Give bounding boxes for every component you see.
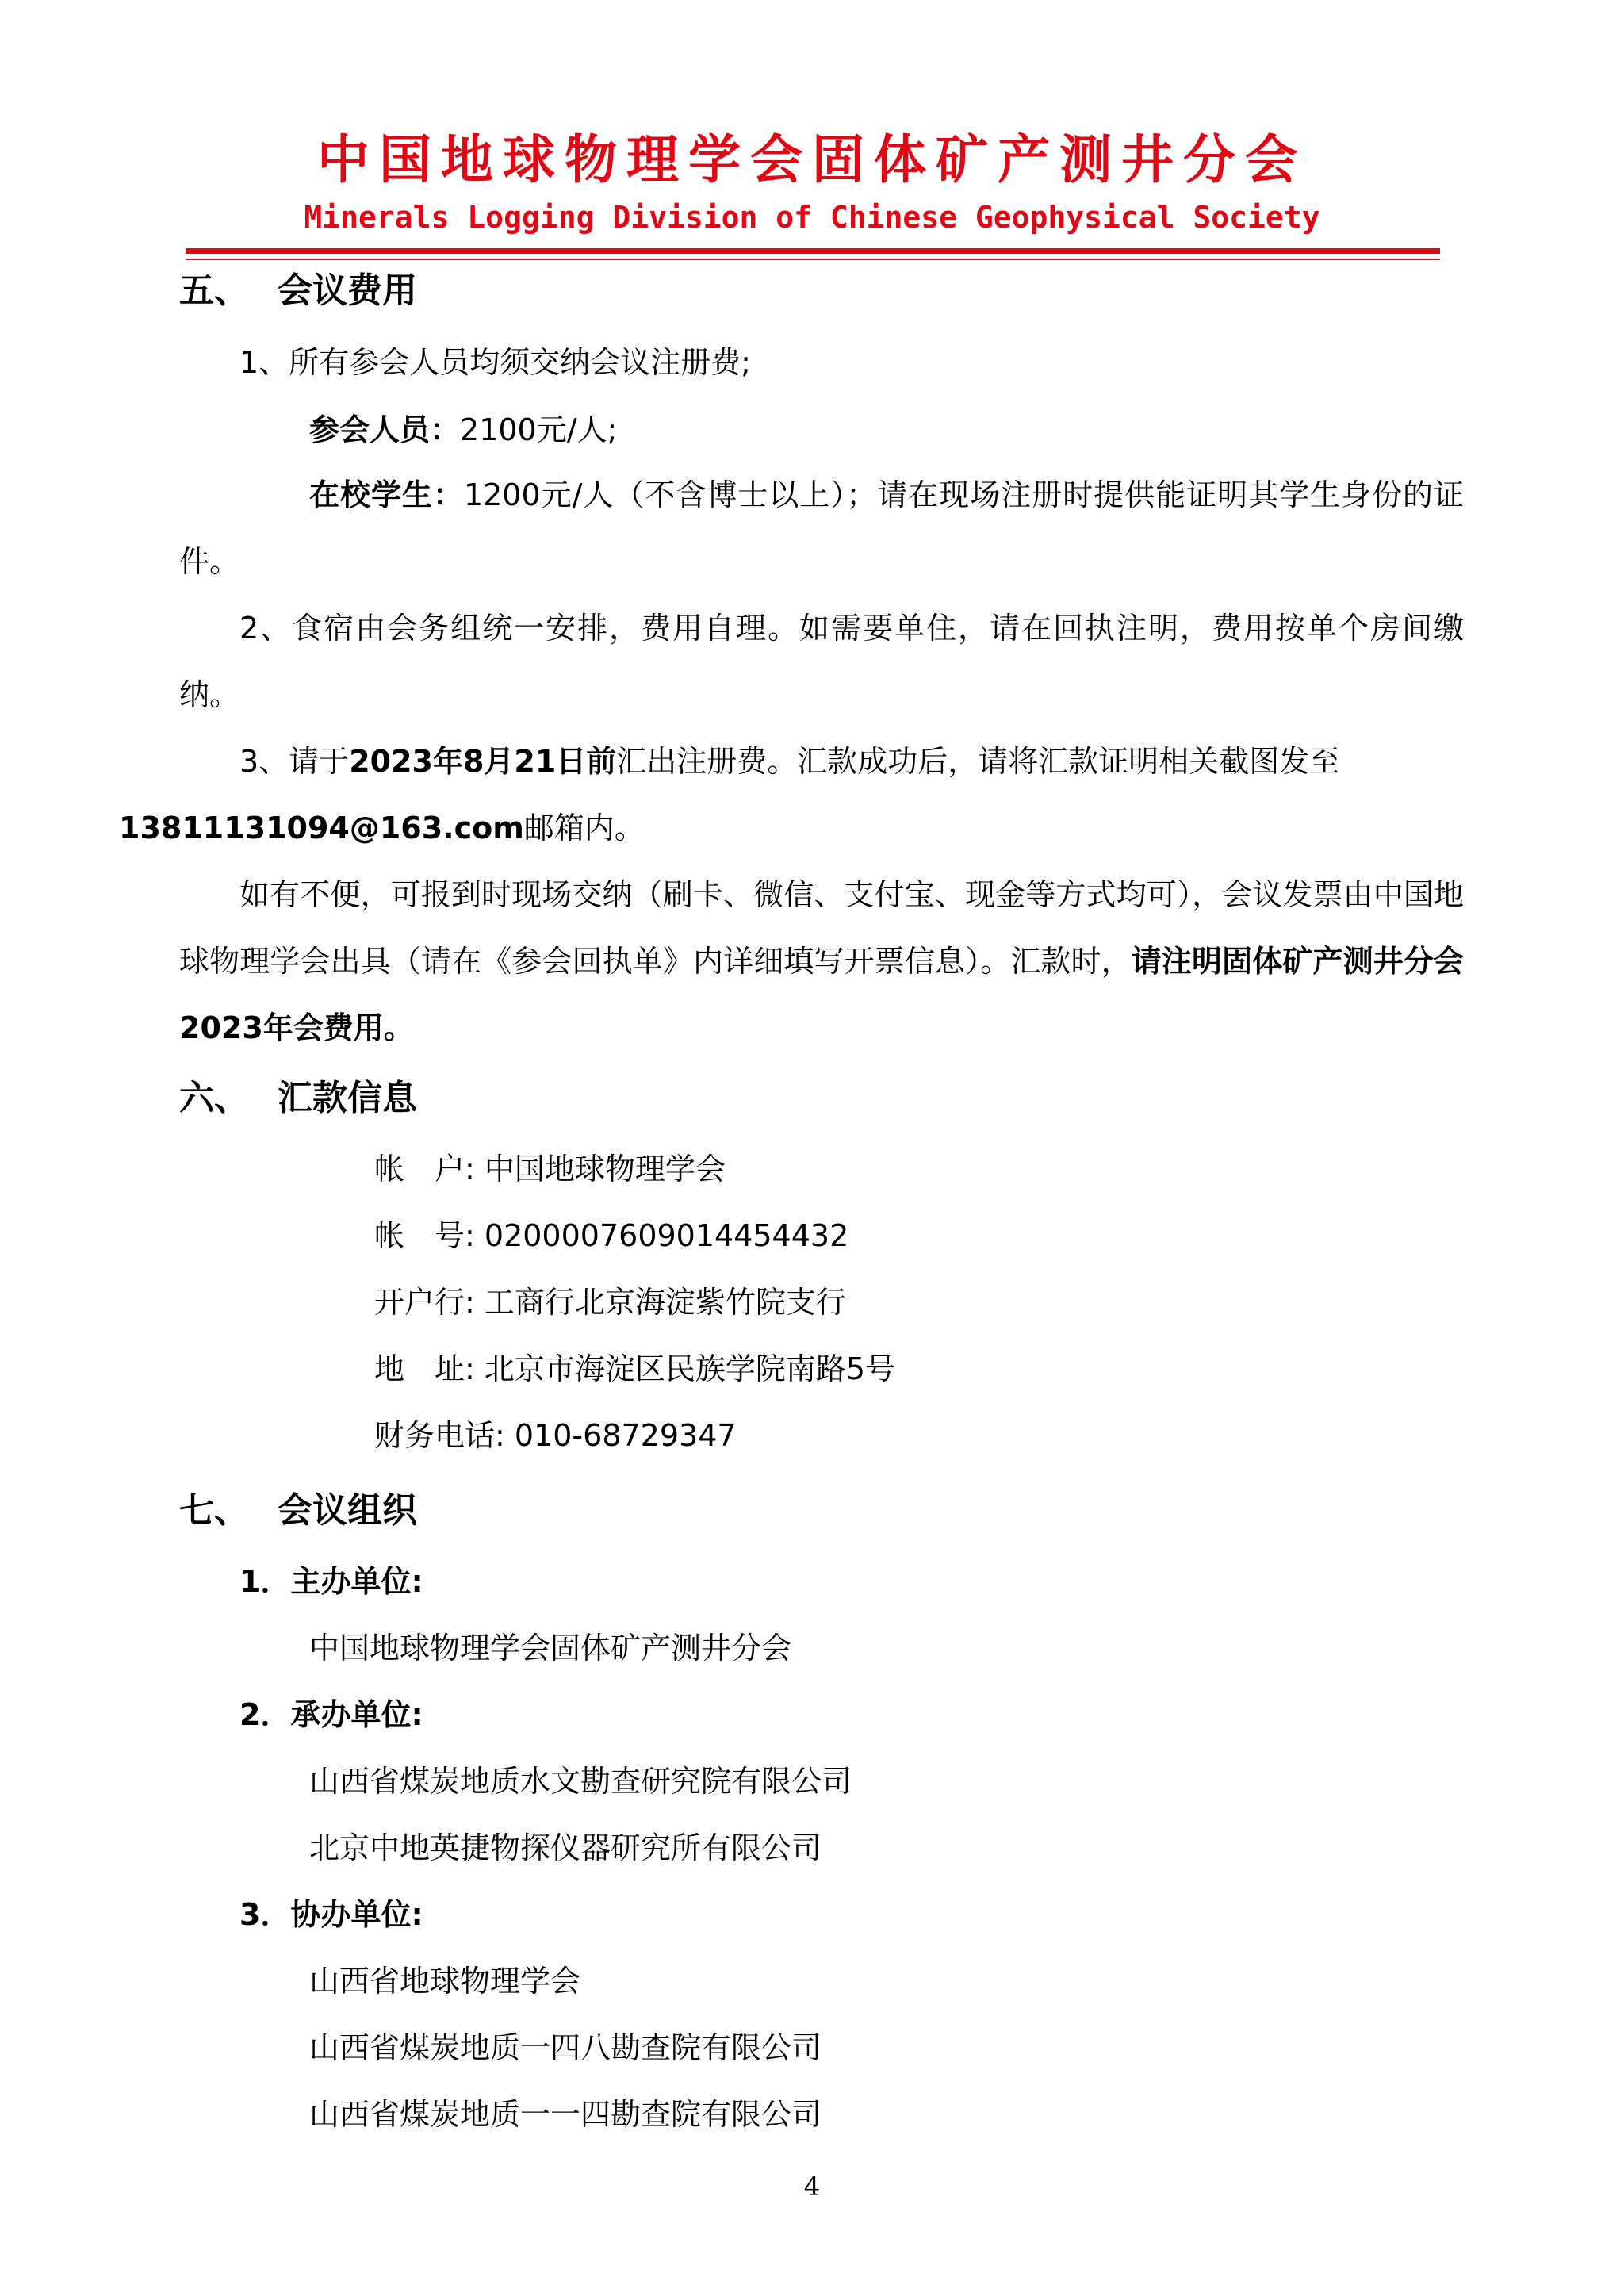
co-organizer-label: 3．协办单位: [239,1897,423,1932]
fee-item-3-email: 13811131094@163.com [119,811,524,845]
account-name-value: 中国地球物理学会 [484,1152,726,1186]
fee-item-1: 1、所有参会人员均须交纳会议注册费; [239,345,751,380]
organizer-label: 2．承办单位: [239,1697,423,1732]
fee-note [179,861,1464,1061]
bank-row [374,1269,846,1336]
finance-phone-label: 财务电话: [374,1418,505,1453]
fee-item-3 [119,728,1464,861]
address-label: 地 址: [374,1351,475,1386]
letterhead-title-cn: 中国地球物理学会固体矿产测井分会 [317,128,1307,190]
section-5-number: 五、 [179,270,249,311]
finance-phone-row [374,1402,737,1469]
fee-student-value: 1200元/人（不含博士以上）；请在现场注册时提供能证明其学生身份的证件。 [179,477,1464,579]
section-7-title: 会议组织 [278,1490,417,1531]
section-6-title: 汇款信息 [278,1078,417,1118]
section-5-title: 会议费用 [278,270,417,311]
address-value: 北京市海淀区民族学院南路5号 [484,1351,896,1386]
co-organizer-org-3: 山西省煤炭地质一一四勘查院有限公司 [309,2097,822,2132]
section-6-heading [179,1069,417,1120]
letterhead-rule-thick [186,248,1440,254]
co-organizer-org-2: 山西省煤炭地质一四八勘查院有限公司 [309,2030,822,2065]
account-number-label: 帐 号: [374,1218,475,1253]
host-label: 1．主办单位: [239,1564,423,1599]
account-name-row [374,1136,726,1202]
section-6-number: 六、 [179,1078,249,1118]
fee-student [179,462,1464,595]
fee-attendee [309,397,617,463]
address-row [374,1336,895,1402]
section-7-heading [179,1481,417,1532]
fee-note-bold: 请注明固体矿产测井分会2023年会费用。 [179,944,1464,1045]
section-7-number: 七、 [179,1490,249,1531]
fee-item-3-date: 2023年8月21日前 [349,744,617,779]
account-name-label: 帐 户: [374,1152,475,1186]
bank-label: 开户行: [374,1285,475,1320]
fee-item-3-pre: 3、请于 [239,744,350,779]
section-5-heading [179,262,417,312]
fee-attendee-value: 2100元/人; [460,412,618,447]
letterhead-title-en: Minerals Logging Division of Chinese Geophysical Society [304,200,1320,235]
fee-attendee-label: 参会人员： [309,412,461,447]
fee-item-3-post: 汇出注册费。汇款成功后，请将汇款证明相关截图发至 [616,744,1340,779]
account-number-row [374,1202,848,1269]
letterhead-rule-thin [186,259,1440,260]
host-org: 中国地球物理学会固体矿产测井分会 [309,1631,792,1665]
fee-item-2 [179,595,1464,728]
account-number-value: 0200007609014454432 [484,1218,849,1253]
organizer-org-2: 北京中地英捷物探仪器研究所有限公司 [309,1830,822,1865]
fee-note-text: 如有不便，可报到时现场交纳（刷卡、微信、支付宝、现金等方式均可），会议发票由中国地球物理学会出具（请在《参会回执单》内详细填写开票信息）。汇款时， [179,877,1464,979]
page-number: 4 [803,2171,821,2202]
finance-phone-value: 010-68729347 [514,1418,737,1453]
organizer-org-1: 山西省煤炭地质水文勘查研究院有限公司 [309,1764,852,1799]
co-organizer-org-1: 山西省地球物理学会 [309,1964,581,1999]
fee-item-2-text: 2、食宿由会务组统一安排，费用自理。如需要单住，请在回执注明，费用按单个房间缴纳。 [179,611,1464,712]
fee-student-label: 在校学生： [309,477,464,512]
fee-item-3-end: 邮箱内。 [523,811,645,845]
bank-value: 工商行北京海淀紫竹院支行 [484,1285,846,1320]
